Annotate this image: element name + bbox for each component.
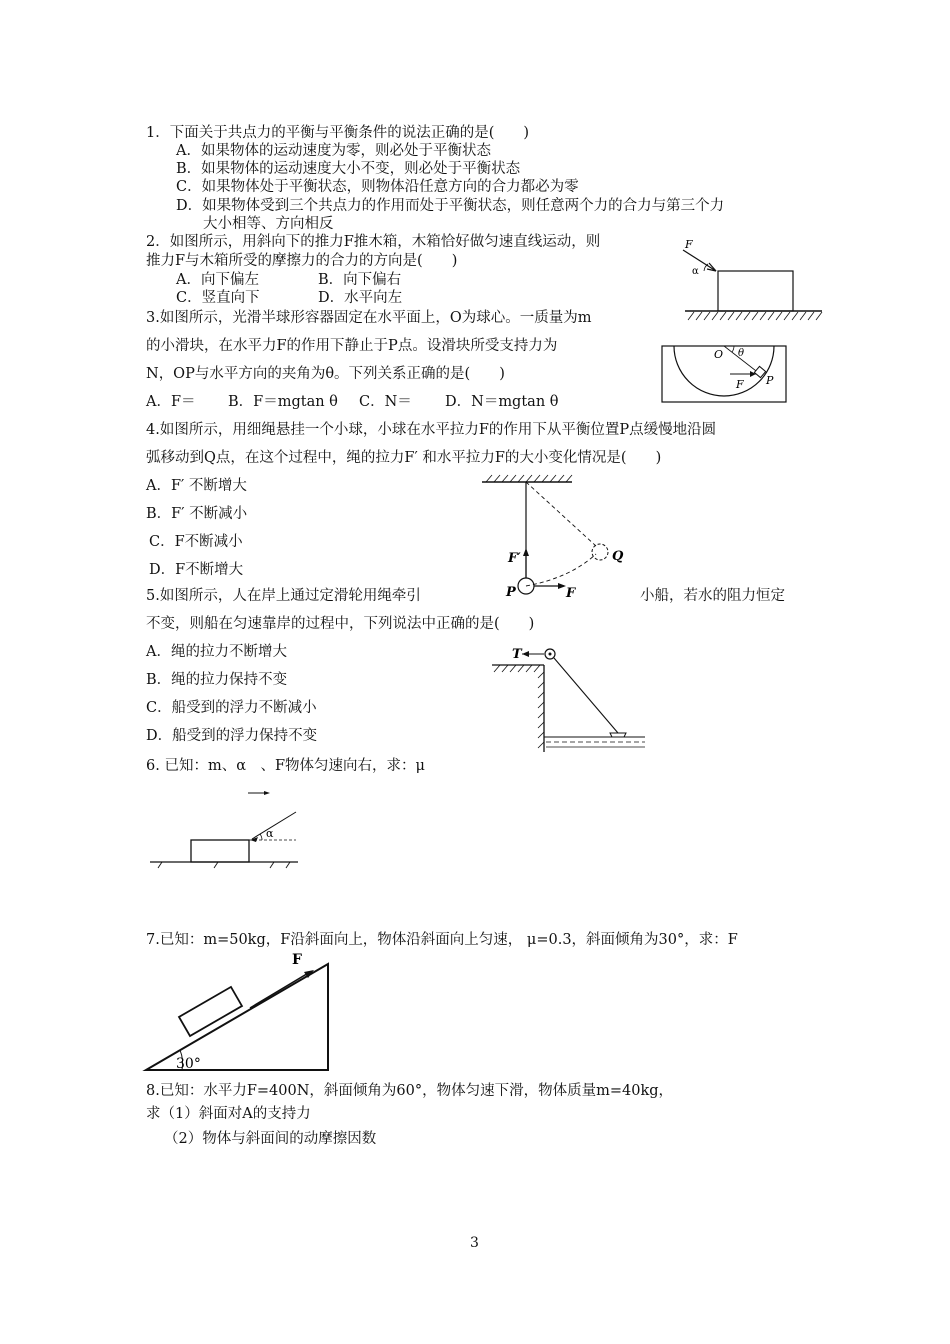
q3-option-b: B．F＝mgtan θ [228,394,338,410]
q1-option-d: D．如果物体受到三个共点力的作用而处于平衡状态，则任意两个力的合力与第三个力 [176,198,725,214]
q5-figure [490,640,650,760]
q2-fig-f-label: F [685,238,693,251]
q6-figure [148,788,308,872]
q2-stem-line2: 推力F与木箱所受的摩擦力的合力的方向是( ) [146,253,458,269]
q4-figure [480,474,630,604]
q2-option-a: A．向下偏左 [176,272,259,288]
q1-stem: 1．下面关于共点力的平衡与平衡条件的说法正确的是( ) [146,125,530,141]
q3-stem-line1: 3.如图所示，光滑半球形容器固定在水平面上，O为球心。一质量为m [146,310,592,326]
q4-option-a: A．F′ 不断增大 [146,478,247,494]
q4-fig-fprime-label: F′ [508,551,521,566]
page-number: 3 [470,1235,479,1251]
q8-stem-line1: 8.已知：水平力F=400N，斜面倾角为60°，物体匀速下滑，物体质量m=40kg， [146,1083,674,1099]
q4-option-d: D．F不断增大 [149,562,244,578]
q8-stem-line2: 求（1）斜面对A的支持力 [146,1106,311,1122]
q2-option-d: D．水平向左 [318,290,403,306]
q5-stem-line2: 不变，则船在匀速靠岸的过程中，下列说法中正确的是( ) [146,616,535,632]
q4-option-b: B．F′ 不断减小 [146,506,248,522]
q2-figure [680,236,830,326]
q5-option-d: D．船受到的浮力保持不变 [146,728,318,744]
q5-stem-line1: 5.如图所示，人在岸上通过定滑轮用绳牵引 [146,588,421,604]
q3-stem-line2: 的小滑块，在水平力F的作用下静止于P点。设滑块所受支持力为 [146,338,558,354]
q4-fig-p-label: P [506,585,516,600]
q3-option-a: A．F＝ [146,394,196,410]
q2-stem-line1: 2．如图所示，用斜向下的推力F推木箱，木箱恰好做匀速直线运动，则 [146,234,601,250]
q4-option-c: C．F不断减小 [149,534,243,550]
q8-stem-line3: （2）物体与斜面间的动摩擦因数 [164,1131,377,1147]
q3-stem-line3: N，OP与水平方向的夹角为θ。下列关系正确的是( ) [146,366,505,382]
q5-stem-line1-end: 小船，若水的阻力恒定 [640,588,785,604]
q1-option-c: C．如果物体处于平衡状态，则物体沿任意方向的合力都必为零 [176,179,579,195]
q4-stem-line1: 4.如图所示，用细绳悬挂一个小球，小球在水平拉力F的作用下从平衡位置P点缓慢地沿圆 [146,422,717,438]
q6-stem: 6. 已知：m、α 、F物体匀速向右，求：μ [146,758,425,774]
q7-stem: 7.已知：m=50kg，F沿斜面向上，物体沿斜面向上匀速， μ=0.3，斜面倾角为30°，求：F [146,932,738,948]
q3-fig-p-label: P [766,374,774,387]
q2-fig-alpha-label: α [692,266,699,277]
q2-option-b: B．向下偏右 [318,272,402,288]
q7-fig-f-label: F [292,952,302,968]
q5-fig-t-label: T [512,647,522,662]
q7-fig-angle-label: 30° [176,1056,201,1072]
q1-option-d-cont: 大小相等、方向相反 [203,216,334,232]
q3-option-c: C．N＝ [359,394,412,410]
q6-fig-alpha-label: α [266,827,274,840]
q4-fig-f-label: F [566,586,576,601]
q4-stem-line2: 弧移动到Q点，在这个过程中，绳的拉力F′ 和水平拉力F的大小变化情况是( ) [146,450,662,466]
q7-figure [142,950,342,1078]
q3-fig-f-label: F [736,378,744,391]
q4-fig-q-label: Q [612,549,624,564]
q5-option-a: A．绳的拉力不断增大 [146,644,287,660]
q5-option-b: B．绳的拉力保持不变 [146,672,288,688]
q3-figure [660,340,790,406]
q1-option-a: A．如果物体的运动速度为零，则必处于平衡状态 [176,143,491,159]
q2-option-c: C．竖直向下 [176,290,260,306]
q1-option-b: B．如果物体的运动速度大小不变，则必处于平衡状态 [176,161,521,177]
q3-fig-theta-label: θ [738,348,745,359]
q3-fig-o-label: O [714,348,724,361]
q5-option-c: C．船受到的浮力不断减小 [146,700,317,716]
q3-option-d: D．N＝mgtan θ [445,394,559,410]
